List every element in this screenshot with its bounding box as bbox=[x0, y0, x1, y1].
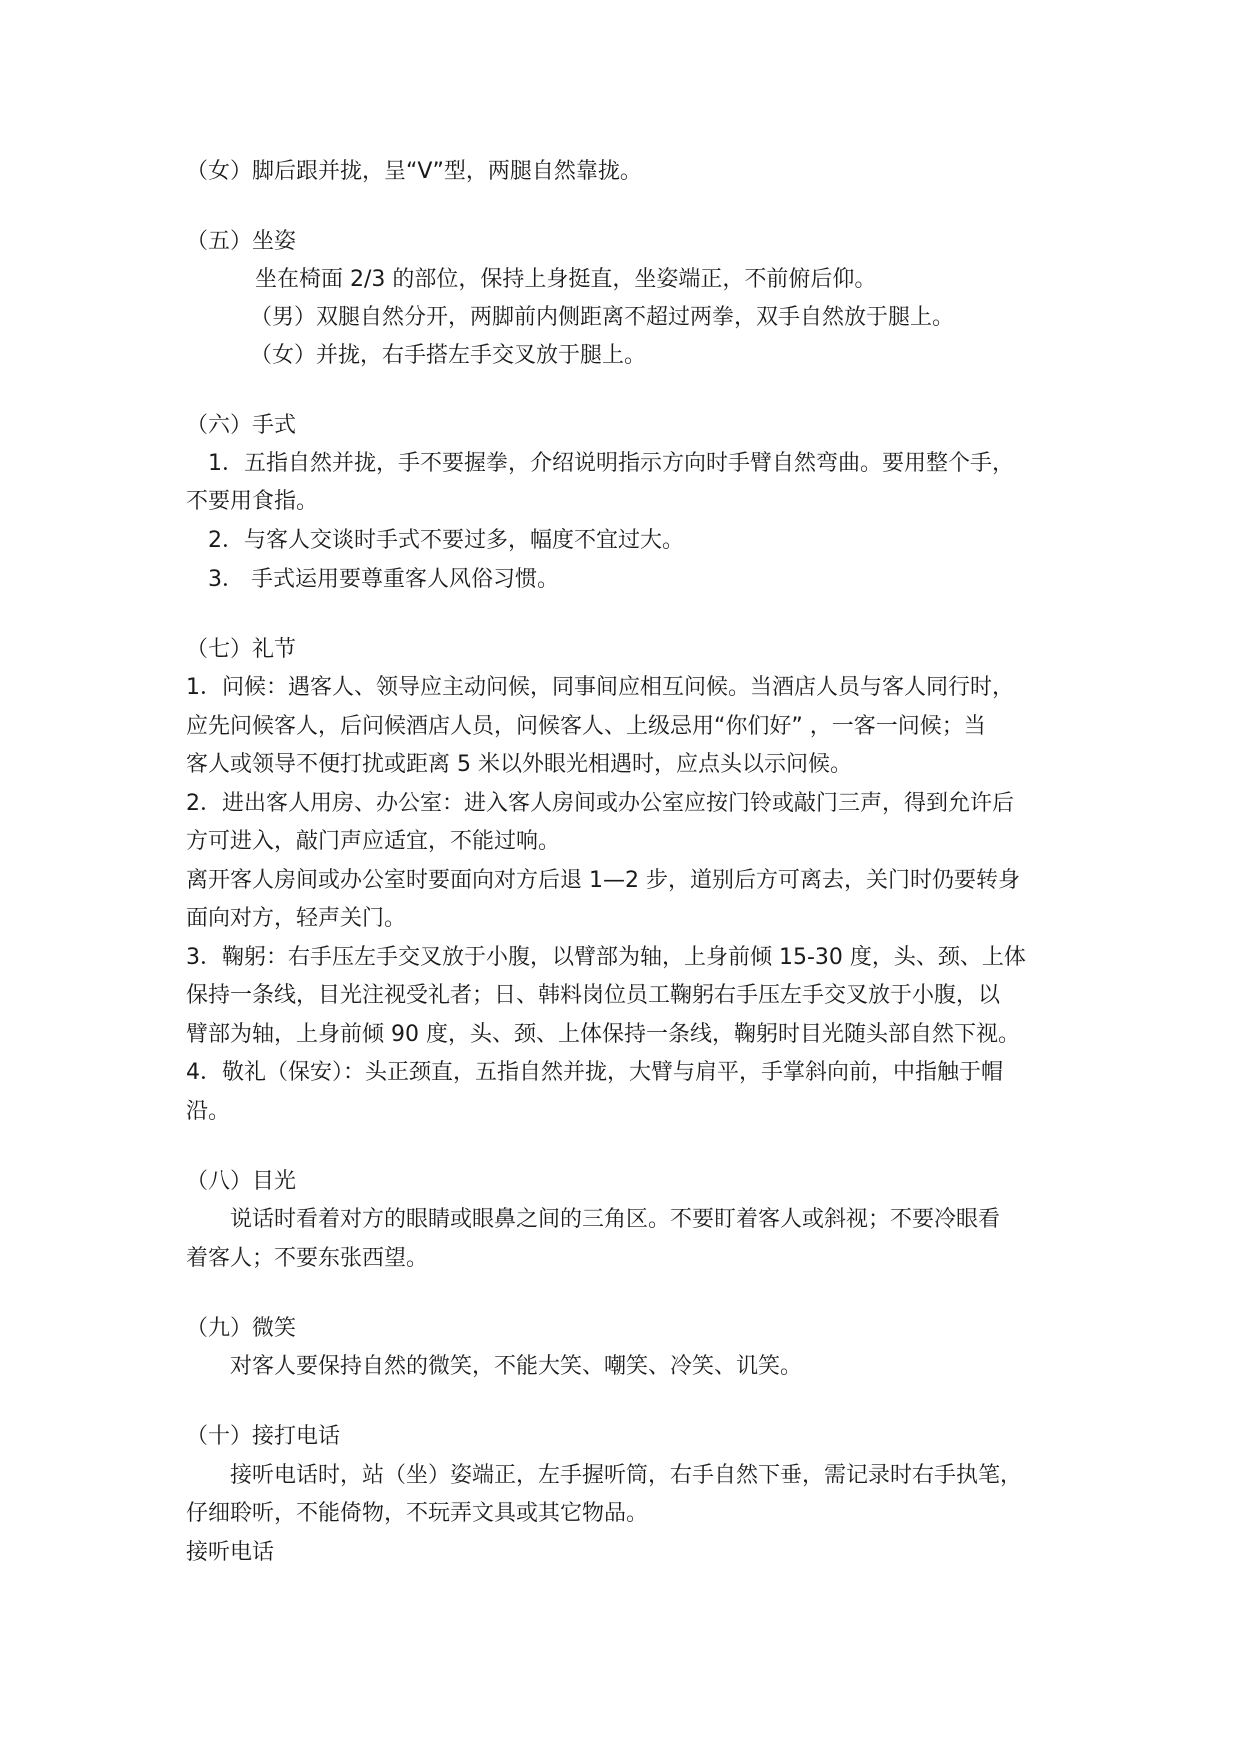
text-line: 不要用食指。 bbox=[186, 489, 319, 514]
section-heading: （六）手式 bbox=[186, 413, 297, 438]
section-heading: （八）目光 bbox=[186, 1169, 297, 1194]
text-line: （男）双腿自然分开，两脚前内侧距离不超过两拳，双手自然放于腿上。 bbox=[250, 305, 955, 330]
text-line: 应先问候客人，后问候酒店人员，问候客人、上级忌用“你们好” ，一客一问候；当 bbox=[186, 714, 986, 739]
text-line: 坐在椅面 2/3 的部位，保持上身挺直，坐姿端正，不前俯后仰。 bbox=[255, 267, 877, 292]
text-line: 仔细聆听，不能倚物，不玩弄文具或其它物品。 bbox=[186, 1501, 649, 1526]
text-line: 沿。 bbox=[186, 1099, 231, 1124]
text-line: 2．进出客人用房、办公室：进入客人房间或办公室应按门铃或敲门三声，得到允许后 bbox=[186, 791, 1014, 816]
text-line: 方可进入，敲门声应适宜，不能过响。 bbox=[186, 829, 561, 854]
text-line: 接听电话 bbox=[186, 1540, 275, 1565]
text-line: 着客人；不要东张西望。 bbox=[186, 1246, 429, 1271]
text-line: 接听电话时，站（坐）姿端正，左手握听筒，右手自然下垂，需记录时右手执笔， bbox=[230, 1463, 1023, 1488]
text-line: 对客人要保持自然的微笑，不能大笑、嘲笑、冷笑、讥笑。 bbox=[230, 1354, 803, 1379]
text-line: 1．问候：遇客人、领导应主动问候，同事间应相互问候。当酒店人员与客人同行时， bbox=[186, 675, 1014, 700]
text-line: 3． 手式运用要尊重客人风俗习惯。 bbox=[208, 567, 559, 592]
text-line: 客人或领导不便打扰或距离 5 米以外眼光相遇时，应点头以示问候。 bbox=[186, 752, 852, 777]
section-heading: （七）礼节 bbox=[186, 637, 297, 662]
text-line: 3．鞠躬：右手压左手交叉放于小腹，以臂部为轴，上身前倾 15-30 度，头、颈、上体 bbox=[186, 945, 1026, 970]
text-line: （女）脚后跟并拢，呈“V”型，两腿自然靠拢。 bbox=[186, 159, 642, 184]
text-line: 离开客人房间或办公室时要面向对方后退 1—2 步，道别后方可离去，关门时仍要转身 bbox=[186, 868, 1020, 893]
text-line: 面向对方，轻声关门。 bbox=[186, 906, 407, 931]
text-line: 4．敬礼（保安）：头正颈直，五指自然并拢，大臂与肩平，手掌斜向前，中指触于帽 bbox=[186, 1060, 1003, 1085]
text-line: 1．五指自然并拢，手不要握拳，介绍说明指示方向时手臂自然弯曲。要用整个手， bbox=[208, 451, 1014, 476]
text-line: 臂部为轴，上身前倾 90 度，头、颈、上体保持一条线，鞠躬时目光随头部自然下视。 bbox=[186, 1022, 1020, 1047]
text-line: 保持一条线，目光注视受礼者；日、韩料岗位员工鞠躬右手压左手交叉放于小腹，以 bbox=[186, 983, 1001, 1008]
section-heading: （五）坐姿 bbox=[186, 229, 297, 254]
text-line: 2．与客人交谈时手式不要过多，幅度不宜过大。 bbox=[208, 528, 684, 553]
text-line: （女）并拢，右手搭左手交叉放于腿上。 bbox=[250, 343, 647, 368]
section-heading: （九）微笑 bbox=[186, 1316, 297, 1341]
text-line: 说话时看着对方的眼睛或眼鼻之间的三角区。不要盯着客人或斜视；不要冷眼看 bbox=[230, 1207, 1001, 1232]
section-heading: （十）接打电话 bbox=[186, 1424, 341, 1449]
